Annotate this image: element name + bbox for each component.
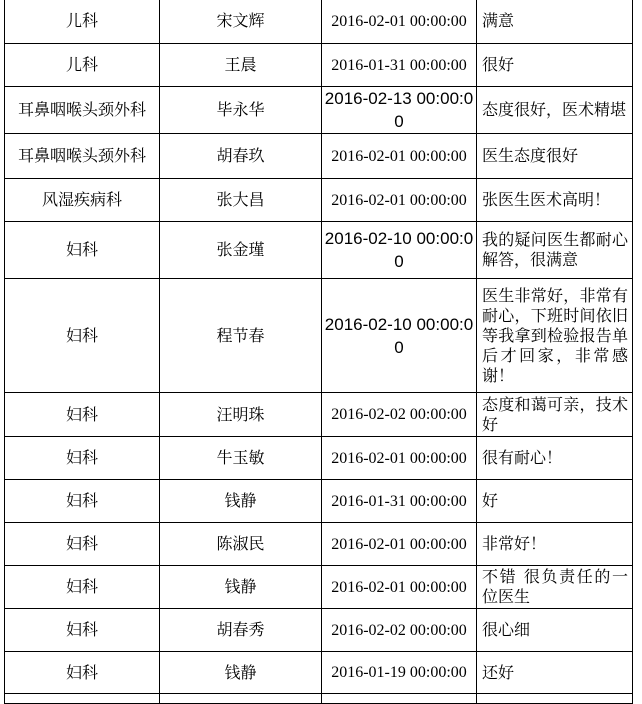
date-cell: 2016-02-10 00:00:00 [322,279,477,393]
doctor-cell: 牛玉敏 [160,437,322,480]
doctor-cell: 胡春玖 [160,134,322,179]
table-row [5,179,633,222]
feedback-cell [477,694,633,704]
department-cell: 耳鼻咽喉头颈外科 [5,134,160,179]
date-cell: 2016-02-02 00:00:00 [322,609,477,652]
date-cell: 2016-02-01 00:00:00 [322,134,477,179]
feedback-cell: 我的疑问医生都耐心解答，很满意 [477,222,633,279]
department-cell: 儿科 [5,44,160,87]
date-cell: 2016-01-31 00:00:00 [322,480,477,523]
feedback-cell: 医生态度很好 [477,134,633,179]
feedback-table [4,0,633,704]
doctor-cell: 程节春 [160,279,322,393]
date-cell: 2016-02-13 00:00:00 [322,87,477,134]
doctor-cell: 宋文辉 [160,0,322,44]
date-cell: 2016-02-01 00:00:00 [322,523,477,566]
doctor-cell: 毕永华 [160,87,322,134]
feedback-cell: 医生非常好，非常有耐心，下班时间依旧等我拿到检验报告单后才回家，非常感谢！ [477,279,633,393]
table-row [5,393,633,437]
table-row [5,279,633,393]
table-row [5,566,633,609]
department-cell: 耳鼻咽喉头颈外科 [5,87,160,134]
date-cell: 2016-02-01 00:00:00 [322,566,477,609]
table-row [5,44,633,87]
date-cell: 2016-02-01 00:00:00 [322,179,477,222]
department-cell: 妇科 [5,393,160,437]
feedback-cell: 满意 [477,0,633,44]
department-cell: 儿科 [5,0,160,44]
doctor-cell: 王晨 [160,44,322,87]
table-row [5,222,633,279]
date-cell: 2016-01-19 00:00:00 [322,652,477,694]
feedback-cell: 很好 [477,44,633,87]
table-row [5,480,633,523]
date-cell: 2016-02-01 00:00:00 [322,0,477,44]
table-row [5,652,633,694]
doctor-cell: 陈淑民 [160,523,322,566]
feedback-cell: 张医生医术高明！ [477,179,633,222]
feedback-table-body [5,0,633,704]
table-row [5,134,633,179]
date-cell: 2016-02-01 00:00:00 [322,437,477,480]
table-row [5,437,633,480]
feedback-cell: 态度很好，医术精堪 [477,87,633,134]
doctor-cell: 张大昌 [160,179,322,222]
table-row [5,694,633,704]
table-row [5,87,633,134]
feedback-cell: 很有耐心！ [477,437,633,480]
table-row [5,609,633,652]
department-cell: 妇科 [5,279,160,393]
feedback-cell: 非常好！ [477,523,633,566]
doctor-cell: 汪明珠 [160,393,322,437]
table-row [5,523,633,566]
department-cell: 妇科 [5,566,160,609]
doctor-cell: 钱静 [160,480,322,523]
feedback-cell: 很心细 [477,609,633,652]
doctor-cell: 钱静 [160,652,322,694]
date-cell: 2016-02-10 00:00:00 [322,222,477,279]
doctor-cell: 钱静 [160,566,322,609]
department-cell: 妇科 [5,652,160,694]
department-cell: 妇科 [5,437,160,480]
department-cell: 风湿疾病科 [5,179,160,222]
doctor-cell: 胡春秀 [160,609,322,652]
date-cell [322,694,477,704]
feedback-cell: 好 [477,480,633,523]
department-cell: 妇科 [5,480,160,523]
feedback-cell: 还好 [477,652,633,694]
department-cell: 妇科 [5,222,160,279]
doctor-cell: 张金瑾 [160,222,322,279]
date-cell: 2016-02-02 00:00:00 [322,393,477,437]
doctor-cell [160,694,322,704]
department-cell: 妇科 [5,523,160,566]
department-cell [5,694,160,704]
feedback-cell: 不错 很负责任的一位医生 [477,566,633,609]
department-cell: 妇科 [5,609,160,652]
feedback-cell: 态度和蔼可亲，技术好 [477,393,633,437]
date-cell: 2016-01-31 00:00:00 [322,44,477,87]
table-row [5,0,633,44]
